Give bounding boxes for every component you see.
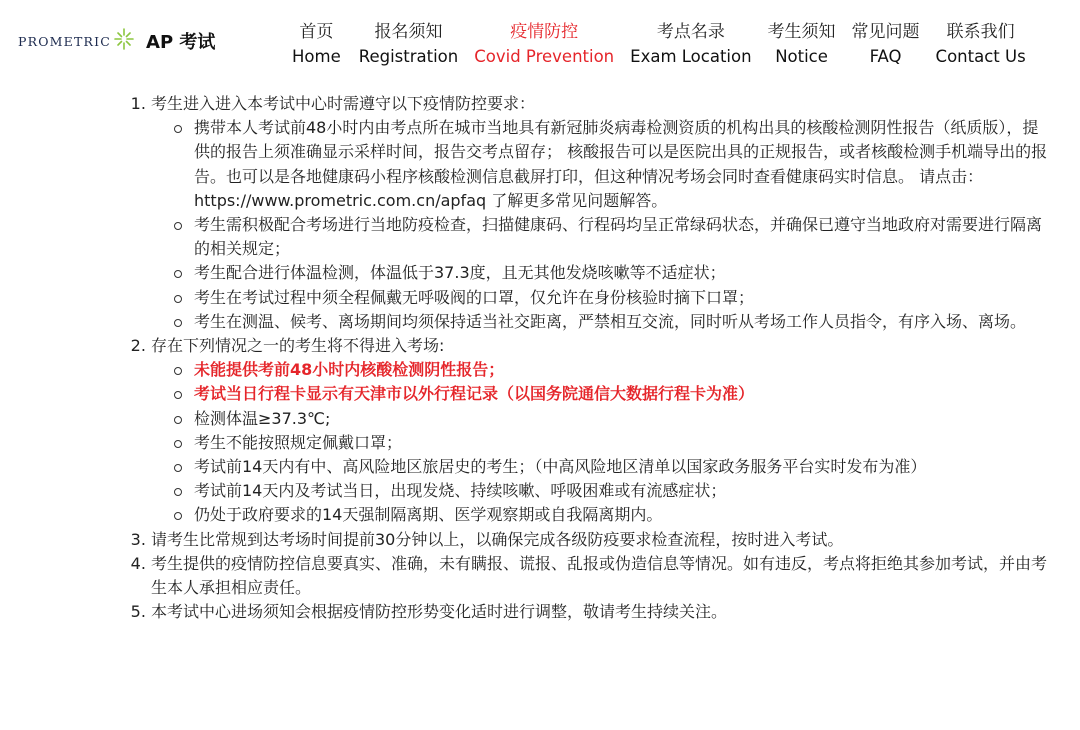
nav-label-en: Covid Prevention xyxy=(474,47,615,66)
prometric-logo[interactable] xyxy=(18,28,215,54)
nav-item-contact-us[interactable] xyxy=(928,20,1034,70)
covid-prevention-content xyxy=(0,92,1080,624)
item-text: 仍处于政府要求的14天强制隔离期、医学观察期或自我隔离期内。 xyxy=(194,505,663,525)
section-text: 考生提供的疫情防控信息要真实、准确，未有瞒报、谎报、乱报或伪造信息等情况。如有违反，考点将拒绝其参加考试，并由考生本人承担相应责任。 xyxy=(151,553,1048,598)
requirement-item xyxy=(194,431,1050,455)
nav-label-zh: 常见问题 xyxy=(851,22,920,42)
item-text: 考生在考试过程中须全程佩戴无呼吸阀的口罩，仅允许在身份核验时摘下口罩； xyxy=(194,287,755,307)
nav-item-exam-location[interactable] xyxy=(622,20,759,70)
item-text: 考生需积极配合考场进行当地防疫检查，扫描健康码、行程码均呈正常绿码状态，并确保已遵守当地政府对需要进行隔离的相关规定； xyxy=(194,215,1043,259)
item-text: 考生在测温、候考、离场期间均须保持适当社交距离，严禁相互交流，同时听从考场工作人员指令，有序入场、离场。 xyxy=(194,311,1027,331)
nav-item-home[interactable] xyxy=(282,20,351,70)
brand-title: AP 考试 xyxy=(146,32,216,53)
requirement-section xyxy=(151,552,1050,600)
nav-label-zh: 考生须知 xyxy=(767,22,836,42)
nav-item-registration[interactable] xyxy=(351,20,467,70)
requirement-item xyxy=(194,358,1050,382)
nav-item-faq[interactable] xyxy=(844,20,928,70)
site-header xyxy=(0,0,1080,84)
logo-wordmark: PROMETRIC xyxy=(18,33,112,49)
nav-label-en: Registration xyxy=(358,47,459,66)
item-text: 携带本人考试前48小时内由考点所在城市当地具有新冠肺炎病毒检测资质的机构出具的核酸检测阴性报告（纸质版），提供的报告上须准确显示采样时间，报告交考点留存； 核酸报告可以是医院出具的正规报告，或者核酸检测手机端导出的报告。也可以是各地健康码小程序核酸检测信息截屏打印，但这种情况考场会同时查看健康码实时信息。 请点击：https://www.prometric.com.cn/apfaq 了解更多常见问题解答。 xyxy=(194,118,1048,210)
requirement-item xyxy=(194,286,1050,310)
item-text: 考试前14天内有中、高风险地区旅居史的考生；（中高风险地区清单以国家政务服务平台实时发布为准） xyxy=(194,457,927,477)
nav-label-zh: 联系我们 xyxy=(946,22,1015,42)
requirement-section xyxy=(151,600,1050,624)
section-items xyxy=(151,116,1050,334)
logo-spark-icon xyxy=(114,28,134,54)
nav-label-zh: 首页 xyxy=(299,22,334,42)
requirements-list xyxy=(0,92,1080,624)
requirement-item xyxy=(194,503,1050,527)
requirement-item xyxy=(194,116,1050,213)
requirement-section xyxy=(151,528,1050,552)
section-text: 本考试中心进场须知会根据疫情防控形势变化适时进行调整，敬请考生持续关注。 xyxy=(151,602,728,622)
item-text: 考试前14天内及考试当日，出现发烧、持续咳嗽、呼吸困难或有流感症状； xyxy=(194,481,727,501)
nav-label-en: Exam Location xyxy=(630,47,752,66)
section-text: 考生进入进入本考试中心时需遵守以下疫情防控要求： xyxy=(151,94,536,113)
requirement-section xyxy=(151,92,1050,334)
item-text: 检测体温≥37.3℃; xyxy=(194,408,331,428)
main-nav xyxy=(282,20,1034,70)
nav-label-en: FAQ xyxy=(869,47,902,66)
section-text: 存在下列情况之一的考生将不得进入考场: xyxy=(151,336,445,356)
requirement-item xyxy=(194,455,1050,479)
requirement-item xyxy=(194,479,1050,503)
nav-label-en: Notice xyxy=(775,47,828,66)
requirement-item xyxy=(194,407,1050,431)
requirement-item xyxy=(194,382,1050,406)
nav-label-en: Contact Us xyxy=(935,47,1026,66)
nav-label-zh: 报名须知 xyxy=(374,22,443,42)
section-items xyxy=(151,358,1050,527)
item-text: 考试当日行程卡显示有天津市以外行程记录（以国务院通信大数据行程卡为准） xyxy=(194,384,755,404)
item-text: 考生不能按照规定佩戴口罩； xyxy=(194,432,403,452)
requirement-item xyxy=(194,213,1050,261)
nav-label-en: Home xyxy=(292,47,341,66)
section-text: 请考生比常规到达考场时间提前30分钟以上，以确保完成各级防疫要求检查流程，按时进入考试。 xyxy=(151,529,844,549)
requirement-item xyxy=(194,261,1050,285)
nav-item-covid-prevention[interactable] xyxy=(466,20,622,70)
nav-label-zh: 考点名录 xyxy=(656,22,725,42)
requirement-section xyxy=(151,334,1050,528)
nav-item-notice[interactable] xyxy=(760,20,844,70)
item-text: 未能提供考前48小时内核酸检测阴性报告； xyxy=(194,360,505,380)
item-text: 考生配合进行体温检测，体温低于37.3度，且无其他发烧咳嗽等不适症状； xyxy=(194,263,726,283)
nav-label-zh: 疫情防控 xyxy=(510,22,579,42)
requirement-item xyxy=(194,310,1050,334)
